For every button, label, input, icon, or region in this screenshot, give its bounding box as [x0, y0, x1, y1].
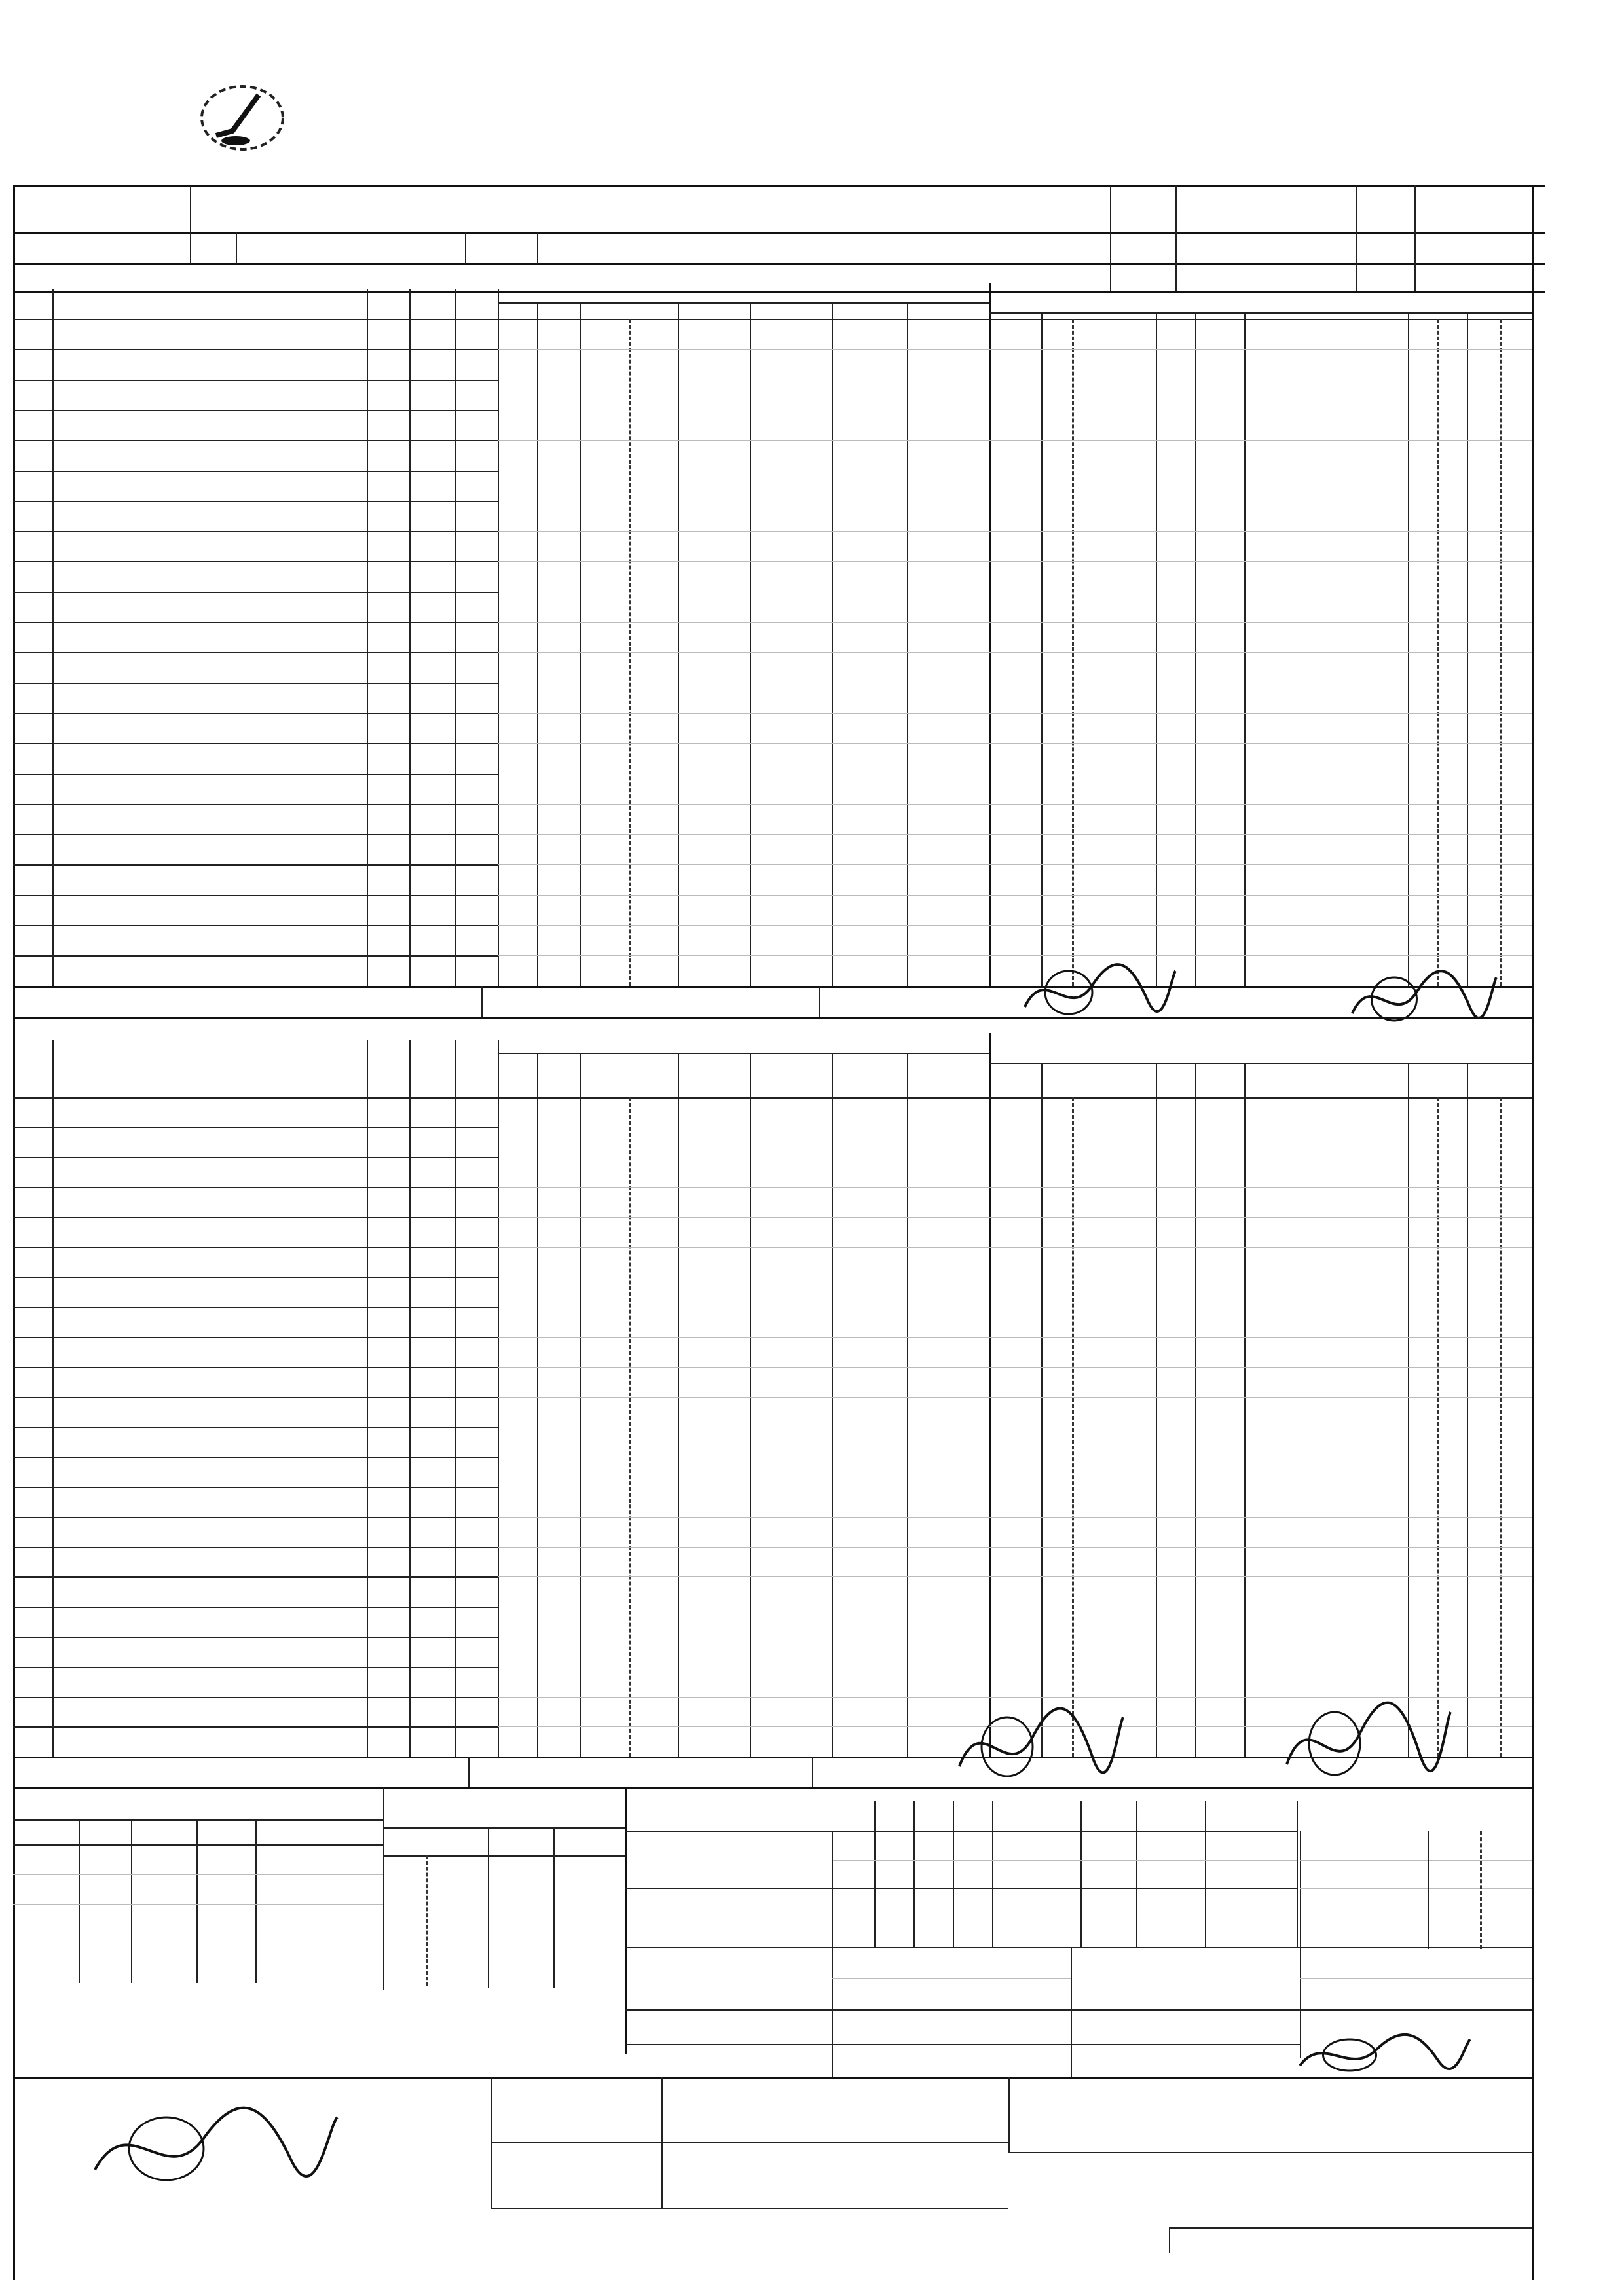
team-b-coach-signature	[1283, 1691, 1454, 1796]
league-logo	[196, 82, 288, 154]
team-a-captain-signature	[1022, 957, 1179, 1029]
team-b-captain-signature	[956, 1698, 1126, 1796]
team-a-coach-signature	[1349, 963, 1500, 1035]
main-referee-signature	[92, 2096, 341, 2201]
secretary-signature	[1297, 2029, 1473, 2081]
